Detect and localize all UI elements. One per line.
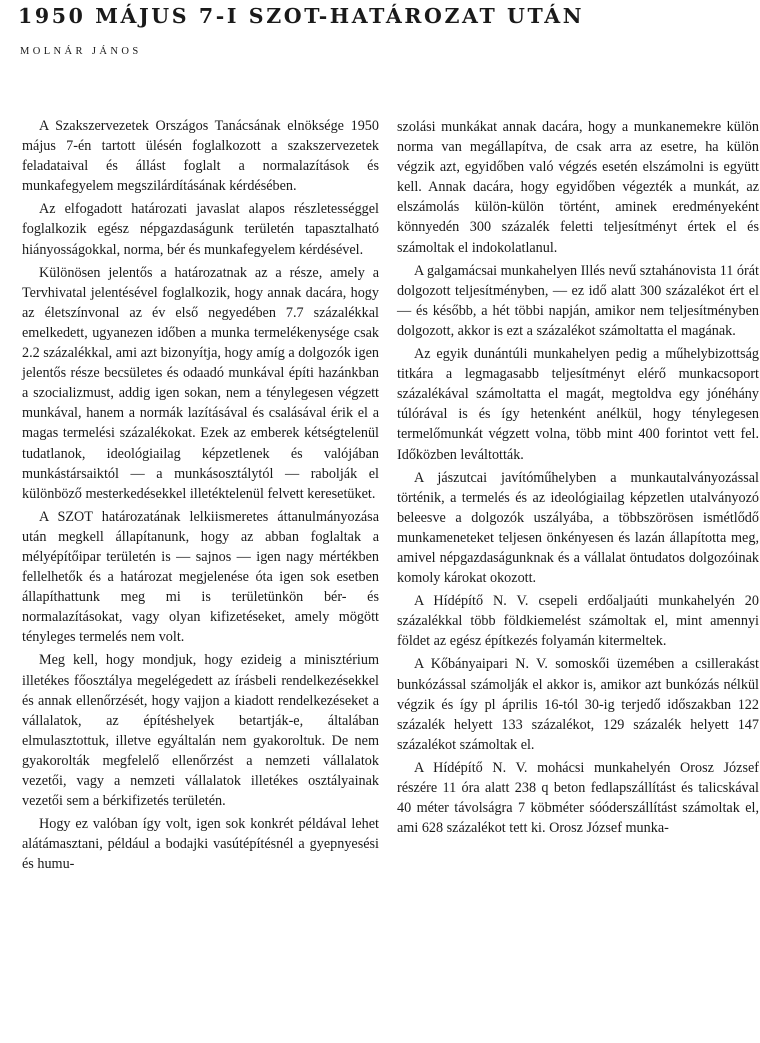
article-author: MOLNÁR JÁNOS [20,46,142,57]
paragraph: A Hídépítő N. V. csepeli erdőaljaúti munkahelyén 20 százalékkal több földkiemelést számoltak el, mint amennyi földet az egész építkezés folyamán kitermeltek. [397,593,759,650]
paragraph: Hogy ez valóban így volt, igen sok konkrét példával lehet alátámasztani, például a bodajki vasútépítésnél a gyepnyesési és humu- [22,816,379,873]
paragraph: Különösen jelentős a határozatnak az a része, amely a Tervhivatal jelentésével foglalkozik, hogy annak dacára, hogy az életszínvonal az év első negyedében 7.7 százalékkal emelkedett, ugyanezen időben a munka termelékenysége csak 2.2 százalékkal, ami azt bizonyítja, hogy amíg a dolgozók igen jelentős része becsületes és odaadó munkával építi hazánkban a szocializmust, addig igen sokan, nem a ténylegesen végzett munkával, hanem a normák lazításával és csalásával érik el a magas termelési százalékokat. Ezek az emberek kétségtelenül tudatlanok, ideológiailag képzetlenek és valójában munkástársaiktól — a munkásosztálytól — rabolják el különböző mesterkedésekkel illetéktelenül felvett keresetüket. [22,264,379,502]
paragraph: A Kőbányaipari N. V. somoskői üzemében a csillerakást bunkózással számolják el akkor is, amikor azt bunkózás nélkül végzik és így pl április 16-tól 30-ig terjedő időszakban 122 százalék helyett 133 százalékot, 129 százalék helyett 147 százalékot számoltak el. [397,656,759,753]
paragraph: A SZOT határozatának lelkiismeretes áttanulmányozása után megkell állapítanunk, hogy az abban foglaltak a mélyépítőipar területén is — sajnos — igen nagy mértékben fellelhetők és a határozat megjelenése óta igen sok esetben állapíthattunk meg mi is területünkön bér- és normalazításokat, vagy olyan kifizetéseket, amely mögött tényleges termelés nem volt. [22,508,379,646]
paragraph: A Hídépítő N. V. mohácsi munkahelyén Orosz József részére 11 óra alatt 238 q beton fedlapszállítást és talicskával 40 méter távolságra 7 köbméter sóóderszállítást számoltak el, ami 628 százalékot tett ki. Orosz József munka- [397,759,759,837]
right-column [397,117,759,841]
article-title: 1950 MÁJUS 7-I SZOT-HATÁROZAT UTÁN [18,4,585,28]
paragraph: A galgamácsai munkahelyen Illés nevű sztahánovista 11 órát dolgozott teljesítményben, — ez idő alatt 300 százalékot ért el — és később, a hét többi napján, amikor nem teljesítményben dolgozott, akkor is ezt a százalékot számoltatta el magának. [397,262,759,339]
paragraph: A jászutcai javítóműhelyben a munkautalványozással történik, a termelés és az ideológiailag képzetlen utalványozó beleesve a dolgozók uszályába, a többszörösen ismétlődő munkameneteket teljesen önkényesen és lazán állapította meg, amivel népgazdaságunknak és a vállalat öntudatos dolgozóinak komoly károkat okozott. [397,469,759,587]
paragraph-continued: szolási munkákat annak dacára, hogy a munkanemekre külön norma van megállapítva, de csak arra az esetre, ha külön végzik azt, egyidőben való végzés esetén elszámolni is együtt kell. Annak dacára, hogy egyidőben végezték a munkát, az elszámolás külön-külön történt, aminek eredményeként könnyedén 300 százalék feletti teljesítményt értek el és számoltak el indokolatlanul. [397,119,759,256]
paragraph: Meg kell, hogy mondjuk, hogy ezideig a minisztérium illetékes főosztálya megelégedett az írásbeli rendelkezésekkel és annak ellenőrzését, hogy vajjon a kiadott rendelkezéseket a vállalatok, az építéshelyek betartják-e, általában elmulasztottuk, illetve egyáltalán nem gyakoroltuk. De nem gyakorolták megfelelő ellenőrzést a nemzeti vállalatok vezetői, vagy a nemzeti vállalatok illetékes osztályainak vezetői sem a bérkifizetés területén. [22,652,379,810]
paragraph: Az elfogadott határozati javaslat alapos részletességgel foglalkozik egész népgazdaságunk területén tapasztalható hiányosságokkal, norma, bér és munkafegyelem kérdésével. [22,201,379,258]
left-column [22,116,379,877]
paragraph: A Szakszervezetek Országos Tanácsának elnöksége 1950 május 7-én tartott ülésén foglalkozott a szakszervezetek feladataival és állást foglalt a normalazítások és munkafegyelem megszilárdításának kérdésében. [22,118,379,195]
paragraph: Az egyik dunántúli munkahelyen pedig a műhelybizottság titkára a legmagasabb teljesítményt elérő munkacsoport százalékával számoltatta el magát, megtoldva egy jónéhány túlórával is és így hetenként anélkül, hogy ténylegesen termelőmunkát végzett volna, több mint 400 forintot vett fel. Időközben leváltották. [397,346,759,463]
